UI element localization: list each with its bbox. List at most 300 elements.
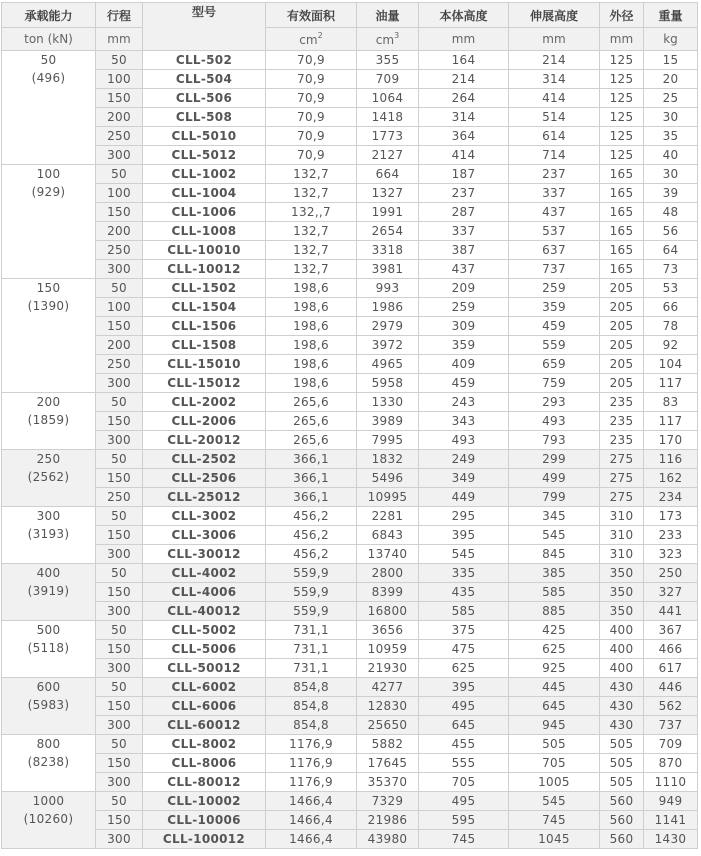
weight-cell: 949 <box>644 792 698 811</box>
table-row <box>2 602 698 621</box>
model-cell: CLL-10002 <box>143 792 266 811</box>
capacity-cell <box>2 621 96 678</box>
weight-cell: 737 <box>644 716 698 735</box>
capacity-group <box>2 507 698 564</box>
oil-cell: 355 <box>357 51 419 70</box>
oil-cell: 2281 <box>357 507 419 526</box>
stroke-cell: 50 <box>96 393 143 412</box>
stroke-cell: 150 <box>96 811 143 830</box>
area-cell: 198,6 <box>266 298 357 317</box>
od-cell: 165 <box>600 203 644 222</box>
model-cell: CLL-2002 <box>143 393 266 412</box>
ext-cell: 514 <box>509 108 600 127</box>
stroke-cell: 100 <box>96 184 143 203</box>
stroke-cell: 300 <box>96 146 143 165</box>
weight-cell: 234 <box>644 488 698 507</box>
area-cell: 70,9 <box>266 146 357 165</box>
height-cell: 437 <box>419 260 509 279</box>
ext-cell: 585 <box>509 583 600 602</box>
table-row <box>2 811 698 830</box>
ext-cell: 845 <box>509 545 600 564</box>
stroke-cell: 300 <box>96 602 143 621</box>
oil-cell: 25650 <box>357 716 419 735</box>
table-row <box>2 830 698 849</box>
od-cell: 430 <box>600 716 644 735</box>
weight-cell: 117 <box>644 412 698 431</box>
model-cell: CLL-25012 <box>143 488 266 507</box>
weight-cell: 446 <box>644 678 698 697</box>
ext-cell: 385 <box>509 564 600 583</box>
oil-cell: 6843 <box>357 526 419 545</box>
stroke-cell: 150 <box>96 583 143 602</box>
weight-cell: 327 <box>644 583 698 602</box>
stroke-cell: 300 <box>96 545 143 564</box>
od-cell: 275 <box>600 488 644 507</box>
capacity-group <box>2 735 698 792</box>
ext-cell: 705 <box>509 754 600 773</box>
ext-cell: 345 <box>509 507 600 526</box>
capacity-group <box>2 279 698 393</box>
unit-capacity: ton (kN) <box>2 28 96 51</box>
unit-area-base: cm <box>299 32 318 47</box>
od-cell: 125 <box>600 127 644 146</box>
oil-cell: 3981 <box>357 260 419 279</box>
oil-cell: 2800 <box>357 564 419 583</box>
table-row <box>2 792 698 811</box>
ext-cell: 314 <box>509 70 600 89</box>
table-row <box>2 507 698 526</box>
capacity-ton: 600 <box>36 680 61 694</box>
height-cell: 475 <box>419 640 509 659</box>
stroke-cell: 300 <box>96 374 143 393</box>
model-cell: CLL-1502 <box>143 279 266 298</box>
ext-cell: 545 <box>509 792 600 811</box>
od-cell: 205 <box>600 336 644 355</box>
table-row <box>2 336 698 355</box>
ext-cell: 1045 <box>509 830 600 849</box>
capacity-kn: (8238) <box>27 755 70 769</box>
area-cell: 1466,4 <box>266 792 357 811</box>
height-cell: 435 <box>419 583 509 602</box>
od-cell: 165 <box>600 241 644 260</box>
ext-cell: 537 <box>509 222 600 241</box>
table-row <box>2 545 698 564</box>
table-row <box>2 222 698 241</box>
model-cell: CLL-5006 <box>143 640 266 659</box>
stroke-cell: 150 <box>96 697 143 716</box>
model-cell: CLL-100012 <box>143 830 266 849</box>
height-cell: 395 <box>419 678 509 697</box>
model-cell: CLL-2006 <box>143 412 266 431</box>
od-cell: 235 <box>600 431 644 450</box>
header-model: 型号 <box>143 3 266 51</box>
od-cell: 275 <box>600 469 644 488</box>
table-row <box>2 678 698 697</box>
ext-cell: 1005 <box>509 773 600 792</box>
stroke-cell: 150 <box>96 640 143 659</box>
unit-stroke: mm <box>96 28 143 51</box>
height-cell: 164 <box>419 51 509 70</box>
od-cell: 275 <box>600 450 644 469</box>
weight-cell: 35 <box>644 127 698 146</box>
height-cell: 187 <box>419 165 509 184</box>
table-row <box>2 298 698 317</box>
od-cell: 165 <box>600 165 644 184</box>
weight-cell: 53 <box>644 279 698 298</box>
weight-cell: 117 <box>644 374 698 393</box>
ext-cell: 885 <box>509 602 600 621</box>
stroke-cell: 300 <box>96 431 143 450</box>
table-row <box>2 260 698 279</box>
oil-cell: 3972 <box>357 336 419 355</box>
stroke-cell: 50 <box>96 450 143 469</box>
capacity-kn: (929) <box>31 185 66 199</box>
weight-cell: 709 <box>644 735 698 754</box>
weight-cell: 1430 <box>644 830 698 849</box>
ext-cell: 559 <box>509 336 600 355</box>
unit-height: mm <box>419 28 509 51</box>
oil-cell: 13740 <box>357 545 419 564</box>
model-cell: CLL-2506 <box>143 469 266 488</box>
od-cell: 125 <box>600 51 644 70</box>
model-cell: CLL-504 <box>143 70 266 89</box>
capacity-group <box>2 393 698 450</box>
od-cell: 165 <box>600 260 644 279</box>
table-row <box>2 431 698 450</box>
oil-cell: 2979 <box>357 317 419 336</box>
table-row <box>2 412 698 431</box>
ext-cell: 299 <box>509 450 600 469</box>
stroke-cell: 150 <box>96 317 143 336</box>
height-cell: 349 <box>419 469 509 488</box>
capacity-ton: 500 <box>36 623 61 637</box>
oil-cell: 2127 <box>357 146 419 165</box>
model-cell: CLL-80012 <box>143 773 266 792</box>
od-cell: 310 <box>600 526 644 545</box>
area-cell: 559,9 <box>266 602 357 621</box>
capacity-kn: (5983) <box>27 698 70 712</box>
area-cell: 198,6 <box>266 355 357 374</box>
height-cell: 343 <box>419 412 509 431</box>
height-cell: 259 <box>419 298 509 317</box>
capacity-kn: (2562) <box>27 470 70 484</box>
oil-cell: 3318 <box>357 241 419 260</box>
table-row <box>2 488 698 507</box>
area-cell: 132,7 <box>266 184 357 203</box>
stroke-cell: 150 <box>96 89 143 108</box>
model-cell: CLL-5010 <box>143 127 266 146</box>
table-row <box>2 697 698 716</box>
od-cell: 125 <box>600 89 644 108</box>
capacity-group <box>2 450 698 507</box>
oil-cell: 17645 <box>357 754 419 773</box>
table-row <box>2 241 698 260</box>
od-cell: 310 <box>600 545 644 564</box>
od-cell: 205 <box>600 355 644 374</box>
od-cell: 350 <box>600 564 644 583</box>
ext-cell: 545 <box>509 526 600 545</box>
ext-cell: 505 <box>509 735 600 754</box>
height-cell: 459 <box>419 374 509 393</box>
weight-cell: 56 <box>644 222 698 241</box>
od-cell: 430 <box>600 678 644 697</box>
height-cell: 595 <box>419 811 509 830</box>
table-header <box>2 3 698 51</box>
height-cell: 645 <box>419 716 509 735</box>
table-row <box>2 754 698 773</box>
stroke-cell: 150 <box>96 412 143 431</box>
weight-cell: 173 <box>644 507 698 526</box>
oil-cell: 21930 <box>357 659 419 678</box>
stroke-cell: 300 <box>96 716 143 735</box>
ext-cell: 745 <box>509 811 600 830</box>
weight-cell: 116 <box>644 450 698 469</box>
unit-od: mm <box>600 28 644 51</box>
od-cell: 400 <box>600 659 644 678</box>
height-cell: 237 <box>419 184 509 203</box>
weight-cell: 870 <box>644 754 698 773</box>
capacity-kn: (1859) <box>27 413 70 427</box>
capacity-group <box>2 165 698 279</box>
ext-cell: 214 <box>509 51 600 70</box>
weight-cell: 20 <box>644 70 698 89</box>
ext-cell: 259 <box>509 279 600 298</box>
table-row <box>2 51 698 70</box>
capacity-kn: (3919) <box>27 584 70 598</box>
stroke-cell: 200 <box>96 336 143 355</box>
weight-cell: 15 <box>644 51 698 70</box>
oil-cell: 16800 <box>357 602 419 621</box>
unit-oil-exp: 3 <box>394 30 400 40</box>
od-cell: 400 <box>600 640 644 659</box>
capacity-cell <box>2 735 96 792</box>
weight-cell: 367 <box>644 621 698 640</box>
ext-cell: 493 <box>509 412 600 431</box>
oil-cell: 5496 <box>357 469 419 488</box>
table-row <box>2 108 698 127</box>
od-cell: 165 <box>600 184 644 203</box>
header-capacity: 承载能力 <box>2 3 96 28</box>
model-cell: CLL-30012 <box>143 545 266 564</box>
table-row <box>2 374 698 393</box>
weight-cell: 250 <box>644 564 698 583</box>
height-cell: 243 <box>419 393 509 412</box>
table-row <box>2 70 698 89</box>
model-cell: CLL-3006 <box>143 526 266 545</box>
area-cell: 265,6 <box>266 431 357 450</box>
table-row <box>2 583 698 602</box>
header-weight: 重量 <box>644 3 698 28</box>
stroke-cell: 300 <box>96 260 143 279</box>
area-cell: 854,8 <box>266 716 357 735</box>
unit-oil-base: cm <box>375 32 395 47</box>
model-cell: CLL-1506 <box>143 317 266 336</box>
height-cell: 249 <box>419 450 509 469</box>
area-cell: 1176,9 <box>266 754 357 773</box>
model-cell: CLL-502 <box>143 51 266 70</box>
header-stroke: 行程 <box>96 3 143 28</box>
model-cell: CLL-50012 <box>143 659 266 678</box>
capacity-group <box>2 621 698 678</box>
model-cell: CLL-15012 <box>143 374 266 393</box>
height-cell: 449 <box>419 488 509 507</box>
height-cell: 545 <box>419 545 509 564</box>
header-ext: 伸展高度 <box>509 3 600 28</box>
height-cell: 387 <box>419 241 509 260</box>
oil-cell: 1418 <box>357 108 419 127</box>
oil-cell: 1064 <box>357 89 419 108</box>
unit-oil <box>357 28 419 51</box>
od-cell: 165 <box>600 222 644 241</box>
weight-cell: 92 <box>644 336 698 355</box>
capacity-kn: (5118) <box>27 641 70 655</box>
height-cell: 264 <box>419 89 509 108</box>
model-cell: CLL-5012 <box>143 146 266 165</box>
od-cell: 505 <box>600 754 644 773</box>
stroke-cell: 300 <box>96 830 143 849</box>
oil-cell: 4277 <box>357 678 419 697</box>
oil-cell: 709 <box>357 70 419 89</box>
area-cell: 1176,9 <box>266 735 357 754</box>
stroke-cell: 50 <box>96 735 143 754</box>
od-cell: 235 <box>600 393 644 412</box>
od-cell: 205 <box>600 374 644 393</box>
stroke-cell: 50 <box>96 621 143 640</box>
oil-cell: 12830 <box>357 697 419 716</box>
od-cell: 560 <box>600 792 644 811</box>
od-cell: 560 <box>600 811 644 830</box>
model-cell: CLL-508 <box>143 108 266 127</box>
height-cell: 309 <box>419 317 509 336</box>
model-cell: CLL-15010 <box>143 355 266 374</box>
model-cell: CLL-506 <box>143 89 266 108</box>
height-cell: 395 <box>419 526 509 545</box>
weight-cell: 323 <box>644 545 698 564</box>
model-cell: CLL-1504 <box>143 298 266 317</box>
model-cell: CLL-8006 <box>143 754 266 773</box>
area-cell: 731,1 <box>266 640 357 659</box>
oil-cell: 1991 <box>357 203 419 222</box>
oil-cell: 1773 <box>357 127 419 146</box>
ext-cell: 659 <box>509 355 600 374</box>
ext-cell: 614 <box>509 127 600 146</box>
area-cell: 198,6 <box>266 336 357 355</box>
height-cell: 493 <box>419 431 509 450</box>
height-cell: 209 <box>419 279 509 298</box>
area-cell: 854,8 <box>266 697 357 716</box>
weight-cell: 40 <box>644 146 698 165</box>
oil-cell: 5882 <box>357 735 419 754</box>
oil-cell: 3989 <box>357 412 419 431</box>
od-cell: 350 <box>600 602 644 621</box>
ext-cell: 359 <box>509 298 600 317</box>
capacity-ton: 1000 <box>32 794 65 808</box>
table-row <box>2 640 698 659</box>
model-cell: CLL-1508 <box>143 336 266 355</box>
stroke-cell: 150 <box>96 754 143 773</box>
area-cell: 70,9 <box>266 127 357 146</box>
header-area: 有效面积 <box>266 3 357 28</box>
unit-weight: kg <box>644 28 698 51</box>
capacity-ton: 200 <box>36 395 61 409</box>
height-cell: 495 <box>419 697 509 716</box>
area-cell: 731,1 <box>266 659 357 678</box>
stroke-cell: 150 <box>96 203 143 222</box>
height-cell: 337 <box>419 222 509 241</box>
area-cell: 70,9 <box>266 89 357 108</box>
oil-cell: 10959 <box>357 640 419 659</box>
capacity-ton: 300 <box>36 509 61 523</box>
capacity-cell <box>2 279 96 393</box>
weight-cell: 170 <box>644 431 698 450</box>
od-cell: 205 <box>600 298 644 317</box>
ext-cell: 793 <box>509 431 600 450</box>
stroke-cell: 150 <box>96 526 143 545</box>
table-row <box>2 317 698 336</box>
capacity-kn: (496) <box>31 71 66 85</box>
table-row <box>2 89 698 108</box>
ext-cell: 445 <box>509 678 600 697</box>
ext-cell: 737 <box>509 260 600 279</box>
area-cell: 366,1 <box>266 469 357 488</box>
ext-cell: 425 <box>509 621 600 640</box>
height-cell: 585 <box>419 602 509 621</box>
od-cell: 350 <box>600 583 644 602</box>
od-cell: 310 <box>600 507 644 526</box>
od-cell: 125 <box>600 108 644 127</box>
od-cell: 560 <box>600 830 644 849</box>
area-cell: 366,1 <box>266 450 357 469</box>
stroke-cell: 100 <box>96 298 143 317</box>
stroke-cell: 250 <box>96 355 143 374</box>
stroke-cell: 50 <box>96 51 143 70</box>
capacity-cell <box>2 51 96 165</box>
height-cell: 375 <box>419 621 509 640</box>
area-cell: 456,2 <box>266 545 357 564</box>
stroke-cell: 150 <box>96 469 143 488</box>
oil-cell: 1832 <box>357 450 419 469</box>
weight-cell: 25 <box>644 89 698 108</box>
area-cell: 198,6 <box>266 374 357 393</box>
oil-cell: 1986 <box>357 298 419 317</box>
table-row <box>2 127 698 146</box>
ext-cell: 459 <box>509 317 600 336</box>
od-cell: 205 <box>600 317 644 336</box>
oil-cell: 5958 <box>357 374 419 393</box>
model-cell: CLL-60012 <box>143 716 266 735</box>
area-cell: 198,6 <box>266 317 357 336</box>
od-cell: 125 <box>600 70 644 89</box>
ext-cell: 499 <box>509 469 600 488</box>
capacity-group <box>2 792 698 849</box>
stroke-cell: 200 <box>96 222 143 241</box>
stroke-cell: 50 <box>96 792 143 811</box>
area-cell: 366,1 <box>266 488 357 507</box>
ext-cell: 437 <box>509 203 600 222</box>
oil-cell: 21986 <box>357 811 419 830</box>
height-cell: 314 <box>419 108 509 127</box>
table-row <box>2 564 698 583</box>
weight-cell: 66 <box>644 298 698 317</box>
weight-cell: 73 <box>644 260 698 279</box>
area-cell: 70,9 <box>266 70 357 89</box>
table-row <box>2 393 698 412</box>
capacity-cell <box>2 393 96 450</box>
od-cell: 125 <box>600 146 644 165</box>
stroke-cell: 50 <box>96 279 143 298</box>
model-cell: CLL-3002 <box>143 507 266 526</box>
oil-cell: 35370 <box>357 773 419 792</box>
